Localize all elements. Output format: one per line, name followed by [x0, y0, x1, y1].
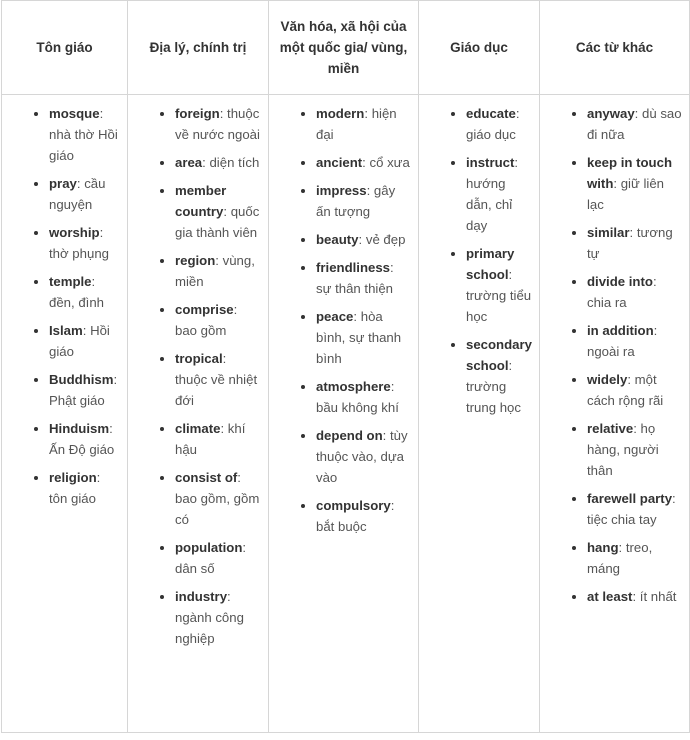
- vocab-meaning: thuộc về nước ngoài: [175, 106, 260, 142]
- vocab-term: widely: [587, 372, 628, 387]
- vocab-meaning: chia ra: [587, 295, 627, 310]
- vocab-list: [128, 103, 268, 649]
- column-header-geography-politics: Địa lý, chính trị: [128, 1, 269, 95]
- vocab-meaning: thờ phụng: [49, 246, 109, 261]
- vocab-meaning: vẻ đẹp: [365, 232, 406, 247]
- vocab-list: [2, 103, 127, 509]
- vocab-term: member country: [175, 183, 227, 219]
- vocab-term: beauty: [316, 232, 359, 247]
- vocab-meaning: treo, máng: [587, 540, 653, 576]
- vocab-term: peace: [316, 309, 354, 324]
- vocab-meaning: hiện đại: [316, 106, 397, 142]
- term-separator: :: [237, 470, 241, 485]
- vocab-term: relative: [587, 421, 634, 436]
- vocab-meaning: giữ liên lạc: [587, 176, 664, 212]
- vocab-term: worship: [49, 225, 100, 240]
- column-cell: [128, 95, 269, 733]
- vocab-item: [587, 586, 683, 607]
- vocab-term: divide into: [587, 274, 653, 289]
- vocab-meaning: ít nhất: [639, 589, 677, 604]
- vocab-term: foreign: [175, 106, 220, 121]
- term-separator: :: [508, 358, 513, 373]
- vocab-meaning: hướng dẫn, chỉ dạy: [466, 176, 513, 233]
- vocab-item: [587, 152, 683, 215]
- vocab-meaning: Hồi giáo: [49, 323, 110, 359]
- vocab-item: [316, 180, 412, 222]
- vocab-meaning: hòa bình, sự thanh bình: [316, 309, 402, 366]
- vocab-term: Buddhism: [49, 372, 114, 387]
- term-separator: :: [353, 309, 361, 324]
- term-separator: :: [613, 176, 621, 191]
- vocab-meaning: trường trung học: [466, 379, 521, 415]
- vocab-term: pray: [49, 176, 77, 191]
- vocab-term: comprise: [175, 302, 234, 317]
- vocab-term: educate: [466, 106, 516, 121]
- term-separator: :: [223, 204, 231, 219]
- vocab-term: depend on: [316, 428, 383, 443]
- vocab-meaning: bầu không khí: [316, 400, 399, 415]
- term-separator: :: [233, 302, 238, 317]
- term-separator: :: [515, 106, 520, 121]
- vocab-term: ancient: [316, 155, 363, 170]
- term-separator: :: [220, 421, 228, 436]
- vocab-item: [466, 334, 533, 418]
- vocab-term: similar: [587, 225, 630, 240]
- vocab-item: [49, 369, 121, 411]
- term-separator: :: [627, 372, 635, 387]
- vocab-item: [175, 467, 262, 530]
- vocab-term: friendliness: [316, 260, 391, 275]
- vocab-meaning: một cách rộng rãi: [587, 372, 664, 408]
- vocab-meaning: nhà thờ Hồi giáo: [49, 127, 118, 163]
- vocab-item: [587, 103, 683, 145]
- vocab-term: Hinduism: [49, 421, 110, 436]
- column-cell: [2, 95, 128, 733]
- term-separator: :: [358, 232, 366, 247]
- vocab-item: [316, 229, 412, 250]
- header-row: [2, 1, 690, 95]
- term-separator: :: [91, 274, 96, 289]
- vocab-term: primary school: [466, 246, 515, 282]
- vocab-item: [316, 152, 412, 173]
- column-header-other-words: Các từ khác: [540, 1, 690, 95]
- term-separator: :: [227, 589, 231, 604]
- vocab-item: [316, 425, 412, 488]
- term-separator: :: [364, 106, 372, 121]
- vocab-meaning: diện tích: [209, 155, 260, 170]
- column-header-religion: Tôn giáo: [2, 1, 128, 95]
- term-separator: :: [390, 498, 395, 513]
- vocab-item: [587, 222, 683, 264]
- vocab-item: [49, 418, 121, 460]
- column-header-culture-society: Văn hóa, xã hội của một quốc gia/ vùng, miền: [269, 1, 419, 95]
- vocab-meaning: giáo dục: [466, 127, 516, 142]
- vocab-meaning: dù sao đi nữa: [587, 106, 682, 142]
- vocab-list: [419, 103, 539, 418]
- term-separator: :: [99, 106, 104, 121]
- vocab-term: region: [175, 253, 216, 268]
- term-separator: :: [508, 267, 513, 282]
- term-separator: :: [618, 540, 626, 555]
- vocab-meaning: dân số: [175, 561, 215, 576]
- vocab-meaning: bao gồm: [175, 323, 227, 338]
- vocab-item: [316, 103, 412, 145]
- term-separator: :: [202, 155, 210, 170]
- vocab-item: [175, 250, 262, 292]
- vocab-list: [540, 103, 689, 607]
- vocab-term: industry: [175, 589, 228, 604]
- vocab-item: [49, 222, 121, 264]
- vocab-item: [49, 173, 121, 215]
- vocab-term: anyway: [587, 106, 635, 121]
- term-separator: :: [76, 176, 85, 191]
- vocab-term: farewell party: [587, 491, 673, 506]
- vocab-meaning: bắt buộc: [316, 519, 367, 534]
- term-separator: :: [96, 470, 101, 485]
- vocab-item: [587, 271, 683, 313]
- vocab-term: instruct: [466, 155, 515, 170]
- content-row: [2, 95, 690, 733]
- vocab-item: [316, 376, 412, 418]
- vocab-item: [175, 418, 262, 460]
- vocab-item: [175, 103, 262, 145]
- term-separator: :: [633, 421, 641, 436]
- vocab-item: [49, 467, 121, 509]
- vocab-item: [175, 152, 262, 173]
- vocab-item: [316, 306, 412, 369]
- vocab-meaning: sự thân thiện: [316, 281, 394, 296]
- vocab-item: [175, 299, 262, 341]
- vocab-term: in addition: [587, 323, 654, 338]
- vocab-item: [587, 369, 683, 411]
- vocab-item: [466, 152, 533, 236]
- vocab-term: mosque: [49, 106, 100, 121]
- term-separator: :: [672, 491, 676, 506]
- vocab-term: secondary school: [466, 337, 532, 373]
- column-cell: [540, 95, 690, 733]
- vocab-term: climate: [175, 421, 221, 436]
- vocab-term: keep in touch with: [587, 155, 672, 191]
- vocab-item: [316, 495, 412, 537]
- term-separator: :: [242, 540, 247, 555]
- vocab-term: area: [175, 155, 203, 170]
- term-separator: :: [632, 589, 640, 604]
- term-separator: :: [382, 428, 390, 443]
- term-separator: :: [362, 155, 370, 170]
- vocab-meaning: Phật giáo: [49, 393, 105, 408]
- vocab-item: [49, 320, 121, 362]
- vocab-item: [587, 488, 683, 530]
- column-cell: [269, 95, 419, 733]
- term-separator: :: [222, 351, 227, 366]
- vocab-item: [175, 537, 262, 579]
- term-separator: :: [219, 106, 228, 121]
- vocab-term: temple: [49, 274, 92, 289]
- vocab-meaning: đền, đình: [49, 295, 104, 310]
- vocab-meaning: tùy thuộc vào, dựa vào: [316, 428, 408, 485]
- vocab-item: [466, 103, 533, 145]
- vocab-term: atmosphere: [316, 379, 391, 394]
- vocab-meaning: cổ xưa: [369, 155, 410, 170]
- vocab-meaning: tương tự: [587, 225, 673, 261]
- term-separator: :: [366, 183, 374, 198]
- vocab-item: [316, 257, 412, 299]
- vocab-term: Islam: [49, 323, 83, 338]
- vocab-item: [175, 348, 262, 411]
- vocab-meaning: trường tiểu học: [466, 288, 532, 324]
- vocab-meaning: khí hậu: [175, 421, 246, 457]
- term-separator: :: [652, 274, 657, 289]
- vocab-term: consist of: [175, 470, 238, 485]
- term-separator: :: [109, 421, 113, 436]
- vocab-item: [175, 180, 262, 243]
- vocab-term: modern: [316, 106, 365, 121]
- vocabulary-table: [1, 0, 690, 733]
- vocab-term: tropical: [175, 351, 223, 366]
- vocab-term: hang: [587, 540, 619, 555]
- vocab-term: population: [175, 540, 243, 555]
- term-separator: :: [99, 225, 104, 240]
- vocab-item: [49, 103, 121, 166]
- vocab-item: [587, 320, 683, 362]
- vocab-meaning: thuộc về nhiệt đới: [175, 372, 258, 408]
- vocab-meaning: quốc gia thành viên: [175, 204, 260, 240]
- vocab-meaning: ngành công nghiệp: [175, 610, 244, 646]
- vocab-item: [175, 586, 262, 649]
- vocab-term: impress: [316, 183, 367, 198]
- vocab-meaning: ngoài ra: [587, 344, 635, 359]
- vocab-item: [466, 243, 533, 327]
- vocab-meaning: Ấn Độ giáo: [49, 442, 115, 457]
- vocab-meaning: gây ấn tượng: [316, 183, 396, 219]
- term-separator: :: [634, 106, 642, 121]
- column-header-education: Giáo dục: [419, 1, 540, 95]
- term-separator: :: [629, 225, 637, 240]
- vocab-term: compulsory: [316, 498, 391, 513]
- vocab-item: [49, 271, 121, 313]
- vocab-term: at least: [587, 589, 633, 604]
- term-separator: :: [514, 155, 519, 170]
- vocab-meaning: bao gồm, gồm có: [175, 491, 260, 527]
- vocab-list: [269, 103, 418, 537]
- term-separator: :: [390, 260, 394, 275]
- term-separator: :: [653, 323, 658, 338]
- vocab-item: [587, 537, 683, 579]
- vocab-meaning: cầu nguyện: [49, 176, 106, 212]
- vocab-term: religion: [49, 470, 97, 485]
- term-separator: :: [113, 372, 118, 387]
- vocab-item: [587, 418, 683, 481]
- vocab-meaning: vùng, miền: [175, 253, 255, 289]
- vocab-meaning: tiệc chia tay: [587, 512, 657, 527]
- vocab-meaning: họ hàng, người thân: [587, 421, 659, 478]
- term-separator: :: [215, 253, 223, 268]
- term-separator: :: [390, 379, 395, 394]
- term-separator: :: [82, 323, 91, 338]
- column-cell: [419, 95, 540, 733]
- vocab-meaning: tôn giáo: [49, 491, 96, 506]
